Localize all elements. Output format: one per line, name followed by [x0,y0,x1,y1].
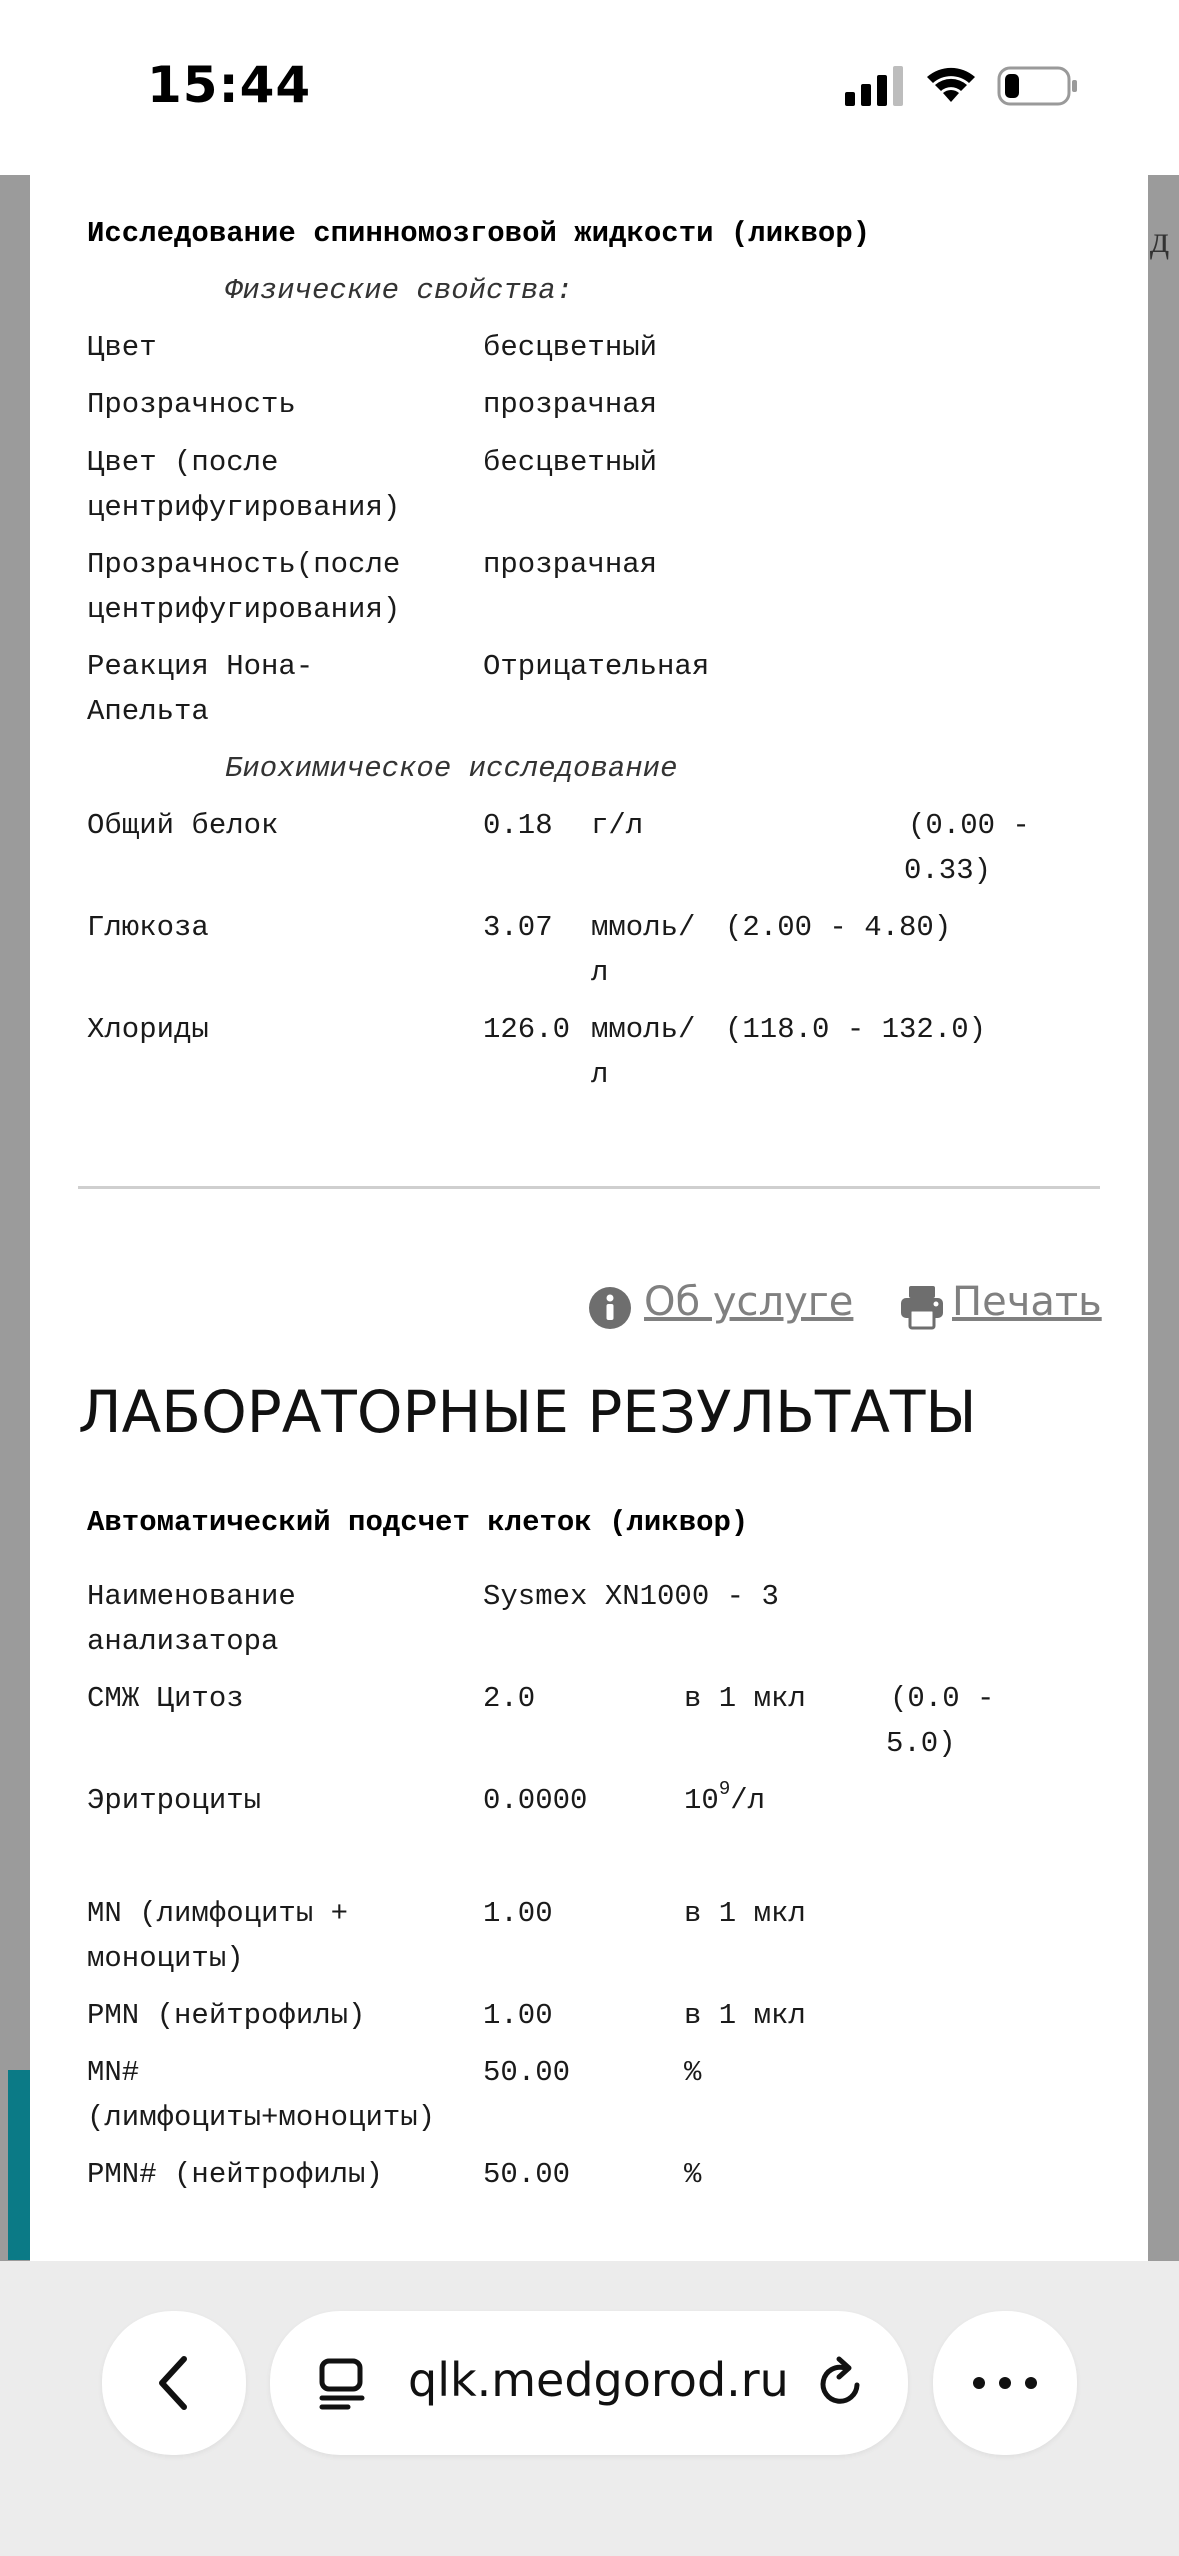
result-unit: в 1 мкл [684,1999,806,2032]
more-button[interactable] [933,2311,1077,2455]
result-unit [684,1778,765,1823]
result-name-line: Цвет (после [87,446,279,479]
result-value: 0.18 [483,809,553,842]
chevron-left-icon [152,2355,196,2411]
result-name: Глюкоза [87,911,209,944]
result-name-line: анализатора [87,1625,279,1658]
result-name: Цвет [87,331,157,364]
result-reference: (0.00 - [908,809,1030,842]
result-name-line: Наименование [87,1580,296,1613]
page-menu-icon[interactable] [318,2358,368,2410]
physical-properties-header: Физические свойства: [225,274,574,307]
battery-icon [997,64,1079,108]
result-value: 126.0 [483,1013,571,1046]
result-name-line: Апельта [87,695,209,728]
cell-count-title: Автоматический подсчет клеток (ликвор) [87,1506,749,1539]
result-value: 50.00 [483,2056,571,2089]
result-name: СМЖ Цитоз [87,1682,244,1715]
result-value: бесцветный [483,446,658,479]
cellular-signal-icon [845,64,907,108]
result-unit: % [684,2158,702,2191]
wifi-icon [925,62,977,106]
unit-base: 10 [684,1784,719,1817]
result-value: прозрачная [483,548,658,581]
result-value: бесцветный [483,331,658,364]
result-unit: л [591,1058,609,1091]
reload-icon[interactable] [815,2355,869,2411]
result-name: Хлориды [87,1013,209,1046]
result-unit: ммоль/ [591,1013,696,1046]
lab-results-heading: ЛАБОРАТОРНЫЕ РЕЗУЛЬТАТЫ [78,1378,977,1446]
result-name-line: моноциты) [87,1942,244,1975]
result-value: Sysmex XN1000 - 3 [483,1580,779,1613]
back-button[interactable] [102,2311,246,2455]
result-value: 2.0 [483,1682,536,1715]
about-service-link[interactable]: Об услуге [644,1279,854,1325]
result-unit: в 1 мкл [684,1682,806,1715]
result-name-line: центрифугирования) [87,491,401,524]
result-reference: 0.33) [904,854,992,887]
result-name: Общий белок [87,809,279,842]
result-value: 1.00 [483,1897,553,1930]
result-value: Отрицательная [483,650,710,683]
result-name-line: Прозрачность(после [87,548,401,581]
result-name-line: MN (лимфоциты + [87,1897,349,1930]
result-unit: % [684,2056,702,2089]
result-reference: (118.0 - 132.0) [725,1013,987,1046]
result-name: Прозрачность [87,388,296,421]
result-name: PMN# (нейтрофилы) [87,2158,383,2191]
result-unit: л [591,956,609,989]
backdrop-edge-text: д [1150,219,1170,261]
result-name-line: MN# [87,2056,140,2089]
status-bar [0,0,1179,175]
result-value: 50.00 [483,2158,571,2191]
info-icon[interactable] [588,1286,632,1330]
result-reference: (0.0 - [890,1682,995,1715]
result-name-line: центрифугирования) [87,593,401,626]
result-unit: в 1 мкл [684,1897,806,1930]
result-name-line: (лимфоциты+моноциты) [87,2101,436,2134]
more-dots-icon [971,2373,1039,2393]
unit-exponent: 9 [718,1778,731,1801]
result-value: 0.0000 [483,1784,588,1817]
backdrop-accent-strip [8,2070,30,2260]
result-value: 3.07 [483,911,553,944]
result-value: 1.00 [483,1999,553,2032]
result-name: Эритроциты [87,1784,262,1817]
print-link[interactable]: Печать [952,1279,1102,1325]
result-unit: ммоль/ [591,911,696,944]
status-time: 15:44 [147,56,312,114]
biochem-header: Биохимическое исследование [225,752,678,785]
unit-tail: /л [730,1784,766,1817]
result-value: прозрачная [483,388,658,421]
section-divider [78,1186,1100,1189]
csf-study-title: Исследование спинномозговой жидкости (ликвор) [87,217,871,250]
result-name: PMN (нейтрофилы) [87,1999,366,2032]
result-name-line: Реакция Нона- [87,650,314,683]
url-text[interactable]: qlk.medgorod.ru [408,2353,789,2407]
result-reference: 5.0) [886,1727,956,1760]
result-reference: (2.00 - 4.80) [725,911,952,944]
result-unit: г/л [591,809,644,842]
printer-icon[interactable] [899,1284,945,1330]
